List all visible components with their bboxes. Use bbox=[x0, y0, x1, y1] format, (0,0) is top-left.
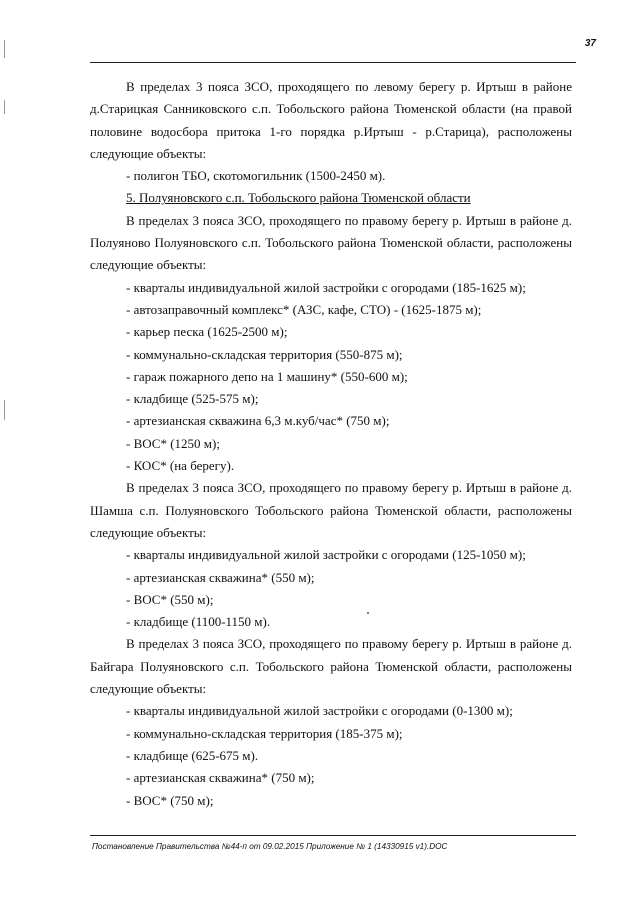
paragraph: В пределах 3 пояса ЗСО, проходящего по правому берегу р. Иртыш в районе д. Байгара Полуяновского с.п. Тобольского района Тюменской области, расположены следующие объекты: bbox=[90, 636, 572, 697]
list-item: - артезианская скважина* (550 м); bbox=[126, 569, 315, 585]
document-body bbox=[90, 76, 572, 812]
page-number: 37 bbox=[584, 38, 596, 49]
header-rule bbox=[90, 62, 576, 63]
list-item: - кварталы индивидуальной жилой застройки с огородами (125-1050 м); bbox=[126, 547, 526, 563]
list-item: - кладбище (1100-1150 м). bbox=[126, 614, 271, 630]
scan-edge-mark bbox=[4, 100, 5, 114]
list-item: - коммунально-складская территория (185-375 м); bbox=[126, 725, 403, 741]
paragraph: В пределах 3 пояса ЗСО, проходящего по правому берегу р. Иртыш в районе д. Шамша с.п. Полуяновского Тобольского района Тюменской области, расположены следующие объекты: bbox=[90, 480, 572, 540]
footer-rule bbox=[90, 835, 576, 836]
list-item: - кладбище (625-675 м). bbox=[126, 747, 259, 763]
scan-edge-mark bbox=[4, 40, 5, 58]
list-item: - ВОС* (1250 м); bbox=[126, 435, 220, 451]
footer-reference: Постановление Правительства №44-п от 09.02.2015 Приложение № 1 (14330915 v1).DOC bbox=[92, 842, 448, 851]
list-item: - кладбище (525-575 м); bbox=[126, 391, 259, 407]
list-item: - коммунально-складская территория (550-875 м); bbox=[126, 346, 403, 362]
list-item: - артезианская скважина* (750 м); bbox=[126, 770, 315, 786]
list-item: - гараж пожарного депо на 1 машину* (550-600 м); bbox=[126, 368, 408, 384]
list-item: - ВОС* (750 м); bbox=[126, 792, 214, 808]
scan-edge-mark bbox=[4, 400, 5, 420]
section-heading: 5. Полуяновского с.п. Тобольского района Тюменской области bbox=[126, 190, 471, 206]
list-item: - полигон ТБО, скотомогильник (1500-2450 м). bbox=[126, 168, 386, 184]
list-item: - карьер песка (1625-2500 м); bbox=[126, 324, 288, 340]
paragraph: В пределах 3 пояса ЗСО, проходящего по правому берегу р. Иртыш в районе д. Полуяново Полуяновского с.п. Тобольского района Тюменской области, расположены следующие объекты: bbox=[90, 212, 572, 273]
list-item: - ВОС* (550 м); bbox=[126, 591, 214, 607]
scan-speck bbox=[367, 612, 369, 614]
list-item: - автозаправочный комплекс* (АЗС, кафе, СТО) - (1625-1875 м); bbox=[126, 301, 482, 317]
list-item: - артезианская скважина 6,3 м.куб/час* (750 м); bbox=[126, 413, 390, 429]
list-item: - кварталы индивидуальной жилой застройки с огородами (185-1625 м); bbox=[126, 279, 526, 295]
paragraph: В пределах 3 пояса ЗСО, проходящего по левому берегу р. Иртыш в районе д.Старицкая Санниковского с.п. Тобольского района Тюменской области (на правой половине водосбора притока 1-го порядка р.Иртыш - р.Старица), расположены следующие объекты: bbox=[90, 79, 572, 161]
list-item: - кварталы индивидуальной жилой застройки с огородами (0-1300 м); bbox=[126, 703, 513, 719]
list-item: - КОС* (на берегу). bbox=[126, 458, 235, 474]
